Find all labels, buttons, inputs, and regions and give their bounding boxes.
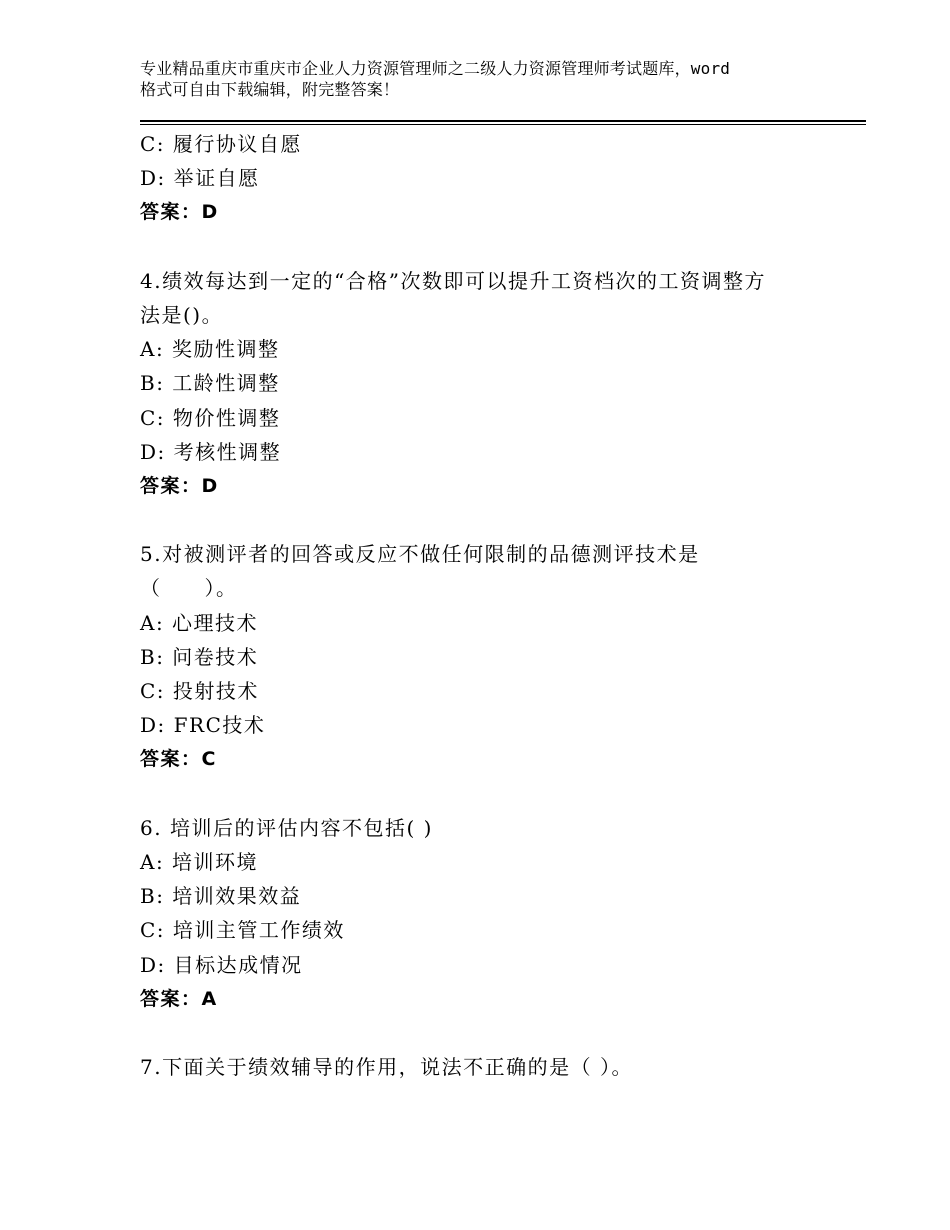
option-a: A: 培训环境 xyxy=(140,849,259,874)
answer-label: 答案：C xyxy=(140,748,217,771)
option-d: D: 目标达成情况 xyxy=(140,952,303,977)
option-b: B: 培训效果效益 xyxy=(140,884,302,909)
document-header xyxy=(140,58,830,100)
question-stem: 5.对被测评者的回答或反应不做任何限制的品德测评技术是 xyxy=(140,542,700,567)
option-c: C: 培训主管工作绩效 xyxy=(140,918,345,943)
option-a: A: 心理技术 xyxy=(140,610,259,635)
answer-label: 答案：A xyxy=(140,987,218,1010)
question-block xyxy=(140,264,820,503)
header-rule-thin xyxy=(140,124,866,125)
header-line-1: 专业精品重庆市重庆市企业人力资源管理师之二级人力资源管理师考试题库，word xyxy=(140,59,731,78)
question-stem: 4.绩效每达到一定的“合格”次数即可以提升工资档次的工资调整方 xyxy=(140,268,767,293)
option-c: C: 履行协议自愿 xyxy=(140,132,302,156)
option-b: B: 工龄性调整 xyxy=(140,371,280,396)
question-block xyxy=(140,1050,820,1084)
answer-label: 答案：D xyxy=(140,201,219,224)
answer-label: 答案：D xyxy=(140,474,219,497)
header-rule-thick xyxy=(140,120,866,122)
option-d: D: 举证自愿 xyxy=(140,166,260,191)
question-block xyxy=(140,811,820,1016)
option-a: A: 奖励性调整 xyxy=(140,337,280,362)
option-b: B: 问卷技术 xyxy=(140,644,259,669)
question-block xyxy=(140,537,820,776)
option-c: C: 物价性调整 xyxy=(140,405,281,430)
question-stem: 6. 培训后的评估内容不包括( ) xyxy=(140,815,433,840)
option-c: C: 投射技术 xyxy=(140,679,259,703)
question-stem: 7.下面关于绩效辅导的作用，说法不正确的是（ ）。 xyxy=(140,1055,633,1080)
question-stem-cont: 法是()。 xyxy=(140,302,224,327)
question-stem-cont: （ ）。 xyxy=(140,576,238,601)
question-content xyxy=(140,127,820,1084)
option-d: D: 考核性调整 xyxy=(140,439,282,464)
header-line-2: 格式可自由下载编辑，附完整答案！ xyxy=(140,80,400,99)
question-block xyxy=(140,127,820,230)
option-d: D: FRC技术 xyxy=(140,713,266,738)
